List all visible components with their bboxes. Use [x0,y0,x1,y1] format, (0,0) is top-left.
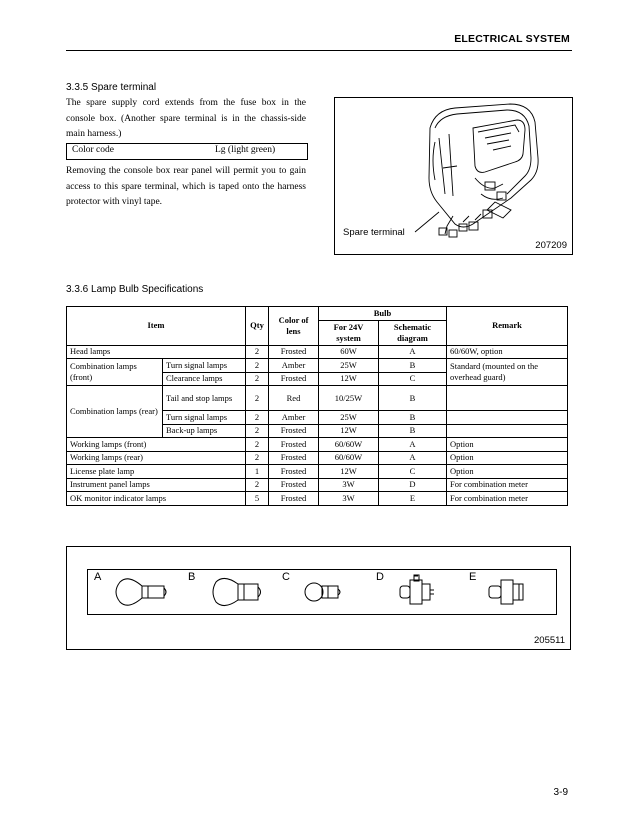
cell-24v: 10/25W [319,386,379,411]
cell-remark: Standard (mounted on the overhead guard) [447,359,568,386]
cell-24v: 3W [319,478,379,492]
header-rule [66,50,572,51]
cell-qty: 2 [246,345,269,359]
cell-24v: 60W [319,345,379,359]
bulb-letter: B [188,571,196,583]
header-remark: Remark [447,307,568,346]
spare-terminal-paragraph-1: The spare supply cord extends from the fuse box in the console box. (Another spare terminal is in the chassis-side main harness.) [66,98,306,139]
figure-number: 207209 [535,240,567,251]
cell-sub-item: Clearance lamps [163,372,246,386]
cell-schematic: E [379,492,447,506]
section-heading-lamp-bulb: 3.3.6 Lamp Bulb Specifications [66,284,204,295]
bulb-letter: C [282,571,290,583]
cell-remark [447,424,568,438]
cell-schematic: B [379,359,447,373]
bulb-letter: A [94,571,102,583]
cell-24v: 12W [319,465,379,479]
table-row [67,359,568,373]
table-row [67,478,568,492]
bulb-a-icon [88,570,182,614]
cell-remark [447,411,568,425]
header-qty: Qty [246,307,269,346]
cell-color: Frosted [269,424,319,438]
cell-color: Amber [269,411,319,425]
color-code-label: Color code [72,145,114,155]
cell-remark: Option [447,465,568,479]
table-row [67,492,568,506]
table-row [67,465,568,479]
figure-number: 205511 [534,635,565,646]
cell-item: License plate lamp [67,465,246,479]
cell-schematic: B [379,424,447,438]
table-row [67,438,568,452]
cell-remark: Option [447,451,568,465]
bulb-type-c [276,570,370,614]
cell-24v: 12W [319,424,379,438]
cell-qty: 2 [246,386,269,411]
cell-qty: 2 [246,438,269,452]
bulb-letter: D [376,571,384,583]
table-row [67,345,568,359]
cell-qty: 2 [246,372,269,386]
cell-qty: 1 [246,465,269,479]
spare-terminal-figure [334,97,573,255]
cell-schematic: C [379,465,447,479]
page-number: 3-9 [553,787,568,798]
table-header-row [67,307,568,321]
cell-sub-item: Back-up lamps [163,424,246,438]
cell-color: Frosted [269,478,319,492]
bulb-type-e [463,570,556,614]
cell-qty: 2 [246,411,269,425]
header-color: Color of lens [269,307,319,346]
cell-sub-item: Turn signal lamps [163,411,246,425]
cell-sub-item: Turn signal lamps [163,359,246,373]
header-item: Item [67,307,246,346]
bulb-c-icon [276,570,370,614]
header-schematic: Schematic diagram [379,320,447,345]
cell-24v: 12W [319,372,379,386]
cell-color: Frosted [269,451,319,465]
cell-schematic: C [379,372,447,386]
cell-24v: 25W [319,359,379,373]
cell-24v: 3W [319,492,379,506]
lamp-bulb-table [66,306,568,506]
bulb-types-strip [87,569,557,615]
cell-24v: 60/60W [319,438,379,452]
cell-item: Working lamps (front) [67,438,246,452]
cell-qty: 2 [246,424,269,438]
cell-color: Frosted [269,438,319,452]
spare-terminal-paragraph-2: Removing the console box rear panel will permit you to gain access to this spare terminal, which is taped onto the harness protector with vinyl tape. [66,166,306,207]
bulb-d-icon [370,570,463,614]
cell-qty: 5 [246,492,269,506]
cell-item: OK monitor indicator lamps [67,492,246,506]
page-header-title: ELECTRICAL SYSTEM [454,33,570,45]
bulb-b-icon [182,570,276,614]
bulb-letter: E [469,571,477,583]
cell-24v: 60/60W [319,451,379,465]
cell-color: Frosted [269,492,319,506]
cell-color: Red [269,386,319,411]
table-row [67,386,568,411]
cell-item: Instrument panel lamps [67,478,246,492]
cell-qty: 2 [246,359,269,373]
cell-schematic: D [379,478,447,492]
cell-remark: Option [447,438,568,452]
table-row [67,451,568,465]
cell-item: Working lamps (rear) [67,451,246,465]
section-heading-spare-terminal: 3.3.5 Spare terminal [66,82,157,93]
cell-schematic: A [379,451,447,465]
cell-item: Head lamps [67,345,246,359]
cell-group: Combination lamps (front) [67,359,163,386]
bulb-types-figure [66,546,571,650]
bulb-type-d [370,570,463,614]
cell-sub-item: Tail and stop lamps [163,386,246,411]
cell-remark: For combination meter [447,478,568,492]
bulb-type-a [88,570,182,614]
cell-schematic: A [379,438,447,452]
cell-remark [447,386,568,411]
color-code-value: Lg (light green) [215,145,276,155]
cell-color: Frosted [269,465,319,479]
bulb-e-icon [463,570,556,614]
cell-schematic: B [379,411,447,425]
header-24v: For 24V system [319,320,379,345]
cell-qty: 2 [246,451,269,465]
color-code-table [66,143,308,160]
cell-qty: 2 [246,478,269,492]
cell-24v: 25W [319,411,379,425]
cell-group: Combination lamps (rear) [67,386,163,438]
cell-color: Frosted [269,345,319,359]
cell-remark: For combination meter [447,492,568,506]
cell-remark: 60/60W, option [447,345,568,359]
header-bulb: Bulb [319,307,447,321]
cell-color: Frosted [269,372,319,386]
spare-terminal-callout: Spare terminal [343,227,405,238]
bulb-type-b [182,570,276,614]
cell-schematic: A [379,345,447,359]
cell-color: Amber [269,359,319,373]
cell-schematic: B [379,386,447,411]
